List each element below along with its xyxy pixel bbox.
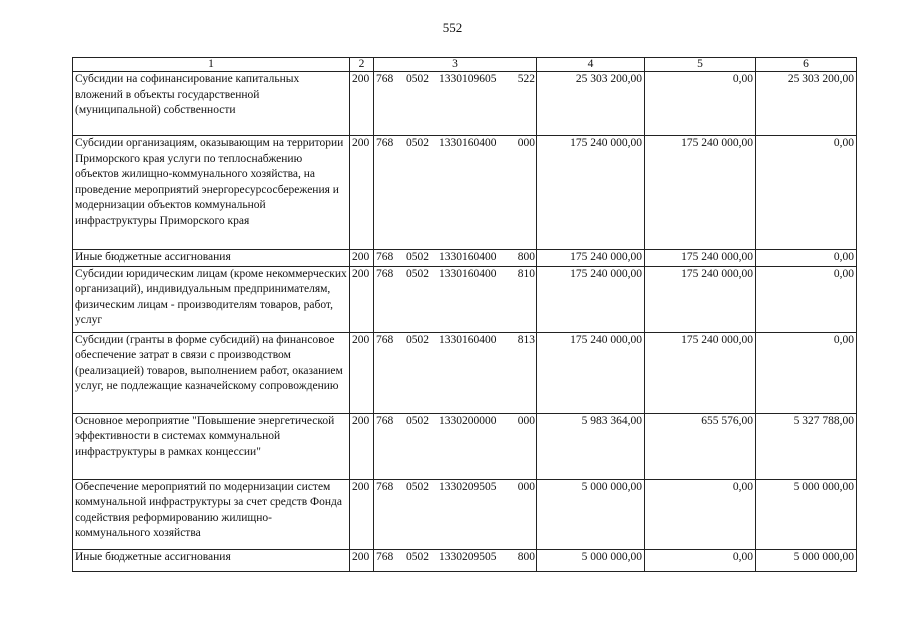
row-name: Основное мероприятие "Повышение энергетической эффективности в системах коммунальной инфраструктуры в рамках концессии" [73,413,350,479]
row-dept-code: 768 [376,251,394,263]
row-dept-code: 768 [376,267,394,280]
row-target-code: 1330160400 [439,137,497,149]
row-col2: 200 [350,72,374,136]
row-target-code: 1330160400 [439,333,497,346]
header-cell-4: 4 [537,58,645,72]
header-row [73,58,857,72]
row-col6: 5 000 000,00 [756,479,857,549]
row-dept-code: 768 [376,137,394,149]
row-target-code: 1330209505 [439,480,497,493]
row-col5: 0,00 [645,72,756,136]
row-type-code: 000 [517,480,535,493]
page-number: 552 [442,20,463,35]
row-col4: 175 240 000,00 [537,332,645,413]
row-type-code: 800 [517,550,535,563]
row-col2: 200 [350,250,374,267]
table-row [73,266,857,332]
row-codes [374,250,537,267]
row-codes [374,266,537,332]
row-type-code: 522 [517,73,535,85]
row-name: Иные бюджетные ассигнования [73,250,350,267]
row-col4: 175 240 000,00 [537,136,645,250]
row-dept-code: 768 [376,333,394,346]
row-codes [374,549,537,571]
row-codes [374,72,537,136]
row-col4: 5 000 000,00 [537,479,645,549]
row-dept-code: 768 [376,550,394,563]
row-col2: 200 [350,136,374,250]
table-row [73,332,857,413]
row-col6: 0,00 [756,332,857,413]
row-col6: 5 327 788,00 [756,413,857,479]
row-col5: 175 240 000,00 [645,136,756,250]
header-cell-2: 2 [350,58,374,72]
row-section-code: 0502 [406,480,429,493]
row-section-code: 0502 [406,414,429,427]
row-col5: 175 240 000,00 [645,266,756,332]
table-row [73,549,857,571]
row-codes [374,136,537,250]
row-col5: 655 576,00 [645,413,756,479]
row-section-code: 0502 [406,137,429,149]
row-col4: 175 240 000,00 [537,250,645,267]
row-type-code: 813 [517,333,535,346]
row-col2: 200 [350,549,374,571]
row-name: Иные бюджетные ассигнования [73,549,350,571]
row-type-code: 000 [517,414,535,427]
row-col6: 5 000 000,00 [756,549,857,571]
row-codes [374,479,537,549]
row-type-code: 000 [517,137,535,149]
row-codes [374,332,537,413]
row-target-code: 1330209505 [439,550,497,563]
row-name: Субсидии юридическим лицам (кроме некоммерческих организаций), индивидуальным предпринимателям, физическим лицам - производителям товаров, работ, услуг [73,266,350,332]
row-dept-code: 768 [376,73,394,85]
row-col2: 200 [350,332,374,413]
row-col2: 200 [350,479,374,549]
row-col5: 0,00 [645,549,756,571]
row-target-code: 1330160400 [439,251,497,263]
row-codes [374,413,537,479]
row-col2: 200 [350,413,374,479]
row-col2: 200 [350,266,374,332]
table-row [73,413,857,479]
row-col4: 25 303 200,00 [537,72,645,136]
row-name: Обеспечение мероприятий по модернизации систем коммунальной инфраструктуры за счет средств Фонда содействия реформированию жилищно-коммунального хозяйства [73,479,350,549]
row-name: Субсидии организациям, оказывающим на территории Приморского края услуги по теплоснабжению объектов жилищно-коммунального хозяйства, на проведение мероприятий энергоресурсосбережения и модернизации объектов коммунальной инфраструктуры Приморского края [73,136,350,250]
row-col5: 175 240 000,00 [645,250,756,267]
header-cell-5: 5 [645,58,756,72]
row-section-code: 0502 [406,333,429,346]
row-name: Субсидии (гранты в форме субсидий) на финансовое обеспечение затрат в связи с производством (реализацией) товаров, выполнением работ, оказанием услуг, не подлежащие казначейскому сопровождению [73,332,350,413]
row-section-code: 0502 [406,267,429,280]
row-target-code: 1330160400 [439,267,497,280]
row-dept-code: 768 [376,414,394,427]
row-col4: 175 240 000,00 [537,266,645,332]
row-section-code: 0502 [406,550,429,563]
row-type-code: 800 [517,251,535,263]
row-section-code: 0502 [406,73,429,85]
header-cell-1: 1 [73,58,350,72]
table-row [73,479,857,549]
row-col6: 0,00 [756,136,857,250]
row-dept-code: 768 [376,480,394,493]
row-col5: 175 240 000,00 [645,332,756,413]
row-col4: 5 983 364,00 [537,413,645,479]
row-col4: 5 000 000,00 [537,549,645,571]
row-target-code: 1330109605 [439,73,497,85]
row-section-code: 0502 [406,251,429,263]
row-col6: 0,00 [756,266,857,332]
table-row [73,250,857,267]
row-col5: 0,00 [645,479,756,549]
row-name: Субсидии на софинансирование капитальных вложений в объекты государственной (муниципальной) собственности [73,72,350,136]
table-row [73,136,857,250]
budget-table [72,57,857,572]
row-col6: 25 303 200,00 [756,72,857,136]
header-cell-3: 3 [374,58,537,72]
header-cell-6: 6 [756,58,857,72]
table-row [73,72,857,136]
row-type-code: 810 [517,267,535,280]
row-col6: 0,00 [756,250,857,267]
row-target-code: 1330200000 [439,414,497,427]
